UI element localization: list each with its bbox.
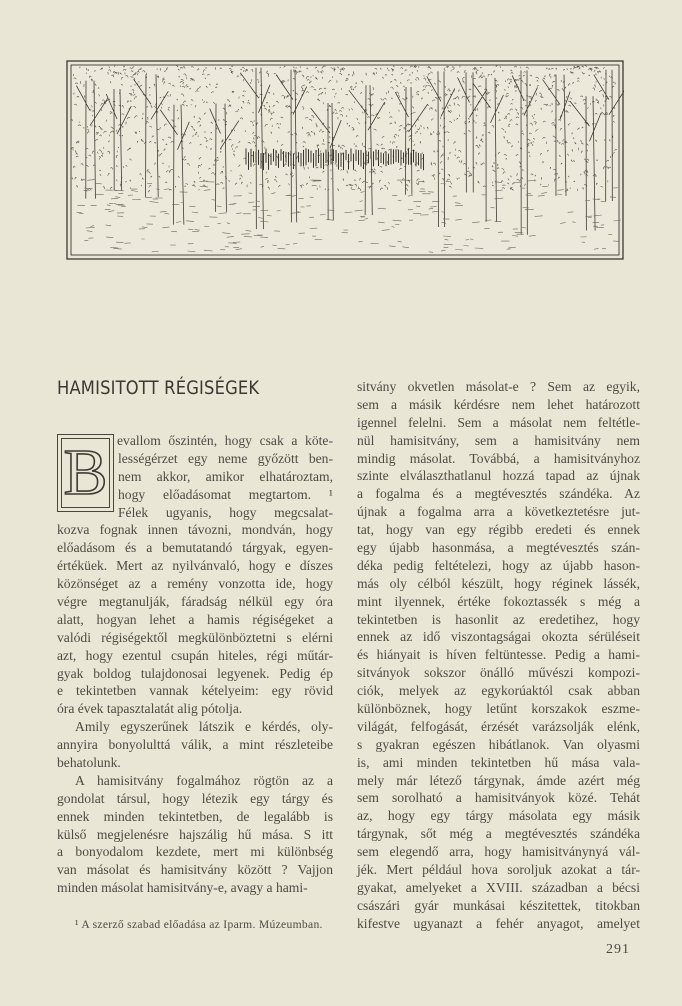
text-line: e tekintetben vannak kételyeim: egy rövid [57, 683, 333, 699]
text-line: behatolunk. [57, 755, 121, 771]
text-line: szinte elválaszthatlanul hozzá tapad az újnak [357, 468, 640, 484]
text-line: közönséget az a remény vonzotta ide, hogy [57, 576, 333, 592]
text-line: sem sorolható a hamisitványok közé. Tehát [357, 790, 640, 806]
text-line: gondolat társul, hogy létezik egy tárgy és [57, 790, 333, 806]
text-line: egy újabb hasonmása, a megtévesztés szán- [357, 540, 640, 556]
text-line: Félek ugyanis, hogy megcsalat- [118, 504, 333, 520]
drop-cap-letter: B [61, 438, 110, 508]
right-column [357, 378, 640, 933]
text-line: értéküek. Mert az nyilvánvaló, hogy e díszes [57, 558, 333, 574]
text-line: minden másolat hamisitvány-e, avagy a hami- [57, 880, 308, 896]
text-line: világát, felfogását, érzését varázsolják elénk, [357, 718, 640, 734]
text-line: gyak boldog tulajdonosai legyenek. Pedig ép [57, 665, 333, 681]
text-line: A hamisitvány fogalmához rögtön az a [75, 772, 333, 788]
text-line: nem akkor, amikor elhatároztam, [118, 468, 333, 484]
text-line: mely már létező tárgynak, ámde azért még [357, 772, 640, 788]
text-line: különböznek, hogy letűnt korszakok eszme- [357, 701, 640, 717]
text-line: annyira bonyolulttá válik, a mint részleteibe [57, 737, 333, 753]
footnote: ¹ A szerző szabad előadása az Iparm. Múzeumban. [75, 918, 323, 931]
text-line: jék. Mert például hova soroljuk azokat a tár- [357, 862, 640, 878]
text-line: tekintetben is hasonlit az eredetihez, hogy [357, 611, 640, 627]
text-line: mindig másolat. Továbbá, a hamisitványhoz [357, 450, 640, 466]
text-line: előadásom és a bemutatandó tárgyak, egyen- [57, 540, 333, 556]
text-line: a fogalma és a megtévesztés szándéka. Az [357, 486, 640, 502]
text-line: és hiányait is híven feltüntesse. Pedig a hami- [357, 647, 640, 663]
text-line: sitvány okvetlen másolat-e ? Sem az egyik, [357, 379, 640, 394]
text-line: nül hamisitvány, sem a hamisitvány nem [357, 432, 640, 448]
text-line: azt, hogy ezentul csupán hiteles, régi műtár- [57, 647, 333, 663]
text-line: tárgynak, sőt még a megtévesztés szándéka [357, 826, 640, 842]
text-line: császári gyár munkásai készitettek, titokban [357, 897, 640, 913]
text-line: végre megtanulják, fáradság nélkül egy óra [57, 594, 333, 610]
text-line: déka pedig feltételezi, hogy az újabb hason- [357, 557, 640, 573]
text-line: igennel felelni. Sem a másolat nem feltétle- [357, 414, 640, 430]
text-line: kifestve ugyanazt a fehér anyagot, amelyet [357, 915, 640, 931]
text-line: valódi régiségektől megkülönböztetni s elérni [57, 629, 333, 645]
text-line: alatt, hogyan lehet a hamis régiségeket a [57, 611, 333, 627]
text-line: az, hogy egy tárgy másolata egy másik [357, 808, 640, 824]
text-line: van másolat és hamisitvány között ? Vajjon [57, 862, 333, 878]
text-line: mint ilyennek, értéke fokoztassék s még a [357, 593, 640, 609]
text-line: lességérzet egy neme győzött ben- [118, 450, 333, 466]
text-line: evallom őszintén, hogy csak a köte- [117, 433, 333, 448]
text-line: ennek az idő viszontagságai okozta sérüléseit [357, 629, 640, 645]
text-line: Amily egyszerűnek látszik e kérdés, oly- [75, 719, 333, 735]
inner-frame [71, 65, 619, 255]
text-line: ennek minden tekintetben, de legalább is [57, 808, 333, 824]
text-line: külső megjelenésre hajszálig hű mása. S itt [57, 826, 333, 842]
text-line: hogy előadásomat megtartom. ¹ [118, 486, 333, 502]
text-line: a bonyodalom kezdete, mert mi különbség [57, 844, 333, 860]
text-line: gyakat, amelyeket a XVIII. században a bécsi [357, 879, 640, 895]
text-line: más oly célból készült, hogy réginek lássék, [357, 575, 640, 591]
text-line: sitványok sokszor önálló művészi kompozi- [357, 665, 640, 681]
text-line: s gyakran egészen hibátlanok. Van olyasmi [357, 736, 640, 752]
text-line: is, ami minden tekintetben hű mása vala- [357, 754, 640, 770]
text-line: kozva fognak innen távozni, mondván, hogy [57, 522, 333, 538]
page-number: 291 [606, 942, 630, 957]
text-line: tat, hogy van egy régibb eredeti és ennek [357, 522, 640, 538]
forest-illustration [66, 60, 624, 260]
text-line: újnak a fogalma arra a következtetésre jut- [357, 504, 640, 520]
text-line: sem elegendő arra, hogy hamisitványnyá vál- [357, 844, 640, 860]
text-line: ciók, melyek az egykorúaktól csak abban [357, 683, 640, 699]
article-title: HAMISITOTT RÉGISÉGEK [57, 377, 260, 399]
text-line: óra évek tapasztalatát alig pótolja. [57, 701, 243, 717]
text-line: sem a másik kérdésre nem lehet határozott [357, 396, 640, 412]
left-column [57, 432, 333, 897]
